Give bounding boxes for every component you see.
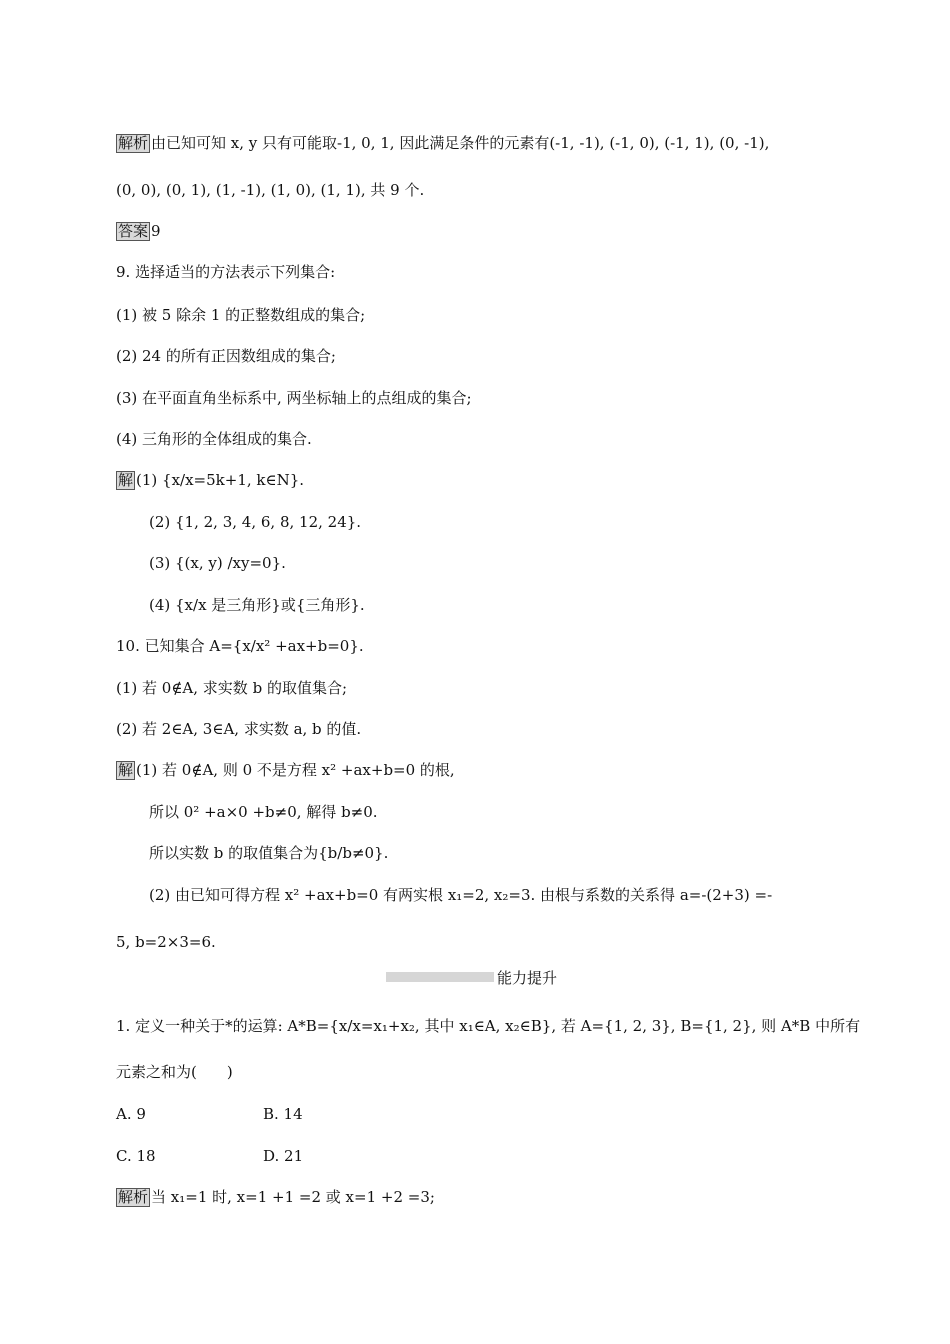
question-item: (1) 若 0∉A, 求实数 b 的取值集合; (116, 679, 347, 697)
solution-line: (3) {(x, y) /xy=0}. (149, 554, 286, 572)
question-item: (2) 24 的所有正因数组成的集合; (116, 347, 336, 365)
solution-text: 当 x₁=1 时, x=1 +1 =2 或 x=1 +2 =3; (151, 1188, 435, 1206)
option-c: C. 18 (116, 1147, 156, 1165)
problem-1-stem: 元素之和为( ) (116, 1063, 233, 1081)
question-9-stem: 9. 选择适当的方法表示下列集合: (116, 263, 336, 281)
solution-line (116, 760, 455, 780)
solution-text: (1) {x/x=5k+1, k∈N}. (136, 471, 305, 489)
option-a: A. 9 (116, 1105, 146, 1123)
question-10-stem: 10. 已知集合 A={x/x² +ax+b=0}. (116, 637, 364, 655)
solution-line: 5, b=2×3=6. (116, 933, 216, 951)
answer-value: 9 (151, 222, 161, 240)
question-item: (3) 在平面直角坐标系中, 两坐标轴上的点组成的集合; (116, 389, 472, 407)
answer-line (116, 221, 161, 241)
problem-1-stem: 1. 定义一种关于*的运算: A*B={x/x=x₁+x₂, 其中 x₁∈A, x₂∈B}, 若 A={1, 2, 3}, B={1, 2}, 则 A*B 中所有 (116, 1017, 861, 1035)
question-item: (4) 三角形的全体组成的集合. (116, 430, 312, 448)
solution-line: (0, 0), (0, 1), (1, -1), (1, 0), (1, 1), 共 9 个. (116, 181, 425, 199)
option-b: B. 14 (263, 1105, 303, 1123)
solution-line (116, 470, 304, 490)
analysis-tag: 解析 (118, 134, 149, 152)
option-d: D. 21 (263, 1147, 304, 1165)
solution-line: 所以实数 b 的取值集合为{b/b≠0}. (149, 844, 389, 862)
solution-line: 所以 0² +a×0 +b≠0, 解得 b≠0. (149, 803, 378, 821)
solution-tag: 解 (118, 761, 134, 779)
section-title: 能力提升 (497, 969, 558, 987)
solution-line: (2) {1, 2, 3, 4, 6, 8, 12, 24}. (149, 513, 362, 531)
analysis-tag: 解析 (118, 1188, 149, 1206)
question-item: (2) 若 2∈A, 3∈A, 求实数 a, b 的值. (116, 720, 362, 738)
solution-line (116, 1187, 435, 1207)
solution-text: (1) 若 0∉A, 则 0 不是方程 x² +ax+b=0 的根, (136, 761, 455, 779)
solution-text: 由已知可知 x, y 只有可能取-1, 0, 1, 因此满足条件的元素有(-1, -1), (-1, 0), (-1, 1), (0, -1), (151, 134, 770, 152)
solution-line: (2) 由已知可得方程 x² +ax+b=0 有两实根 x₁=2, x₂=3. 由根与系数的关系得 a=-(2+3) =- (149, 886, 773, 904)
solution-line (116, 133, 769, 153)
solution-line: (4) {x/x 是三角形}或{三角形}. (149, 596, 365, 614)
answer-tag: 答案 (118, 222, 149, 240)
section-divider-bar (386, 972, 494, 982)
solution-tag: 解 (118, 471, 134, 489)
question-item: (1) 被 5 除余 1 的正整数组成的集合; (116, 306, 366, 324)
